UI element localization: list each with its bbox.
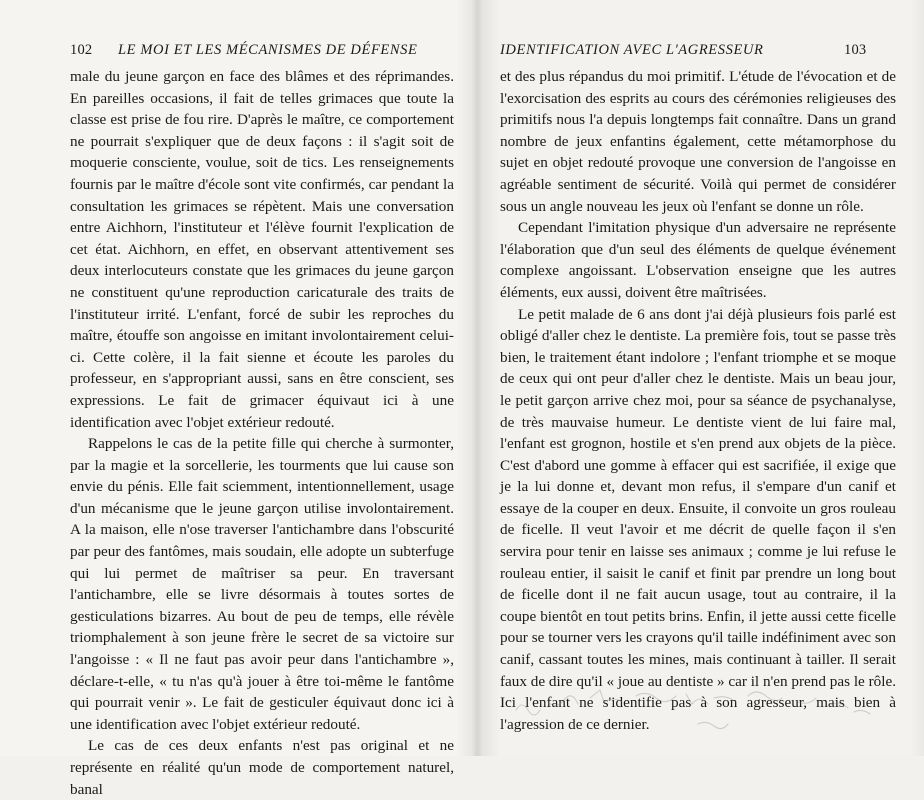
page-number-left: 102 (70, 42, 93, 58)
right-page (478, 0, 924, 756)
paragraph: male du jeune garçon en face des blâmes et des réprimandes. En pareilles occasions, il fait de telles grimaces que toute la classe est prise de fou rire. D'après le maître, ce comportement ne pourrait s'expliquer que de deux façons : il s'agit soit de moquerie consciente, voulue, soit de tics. Les renseignements fournis par le maître d'école sont vite confirmés, car pendant la consultation les grimaces se répètent. Mais une conversation entre Aichhorn, l'instituteur et l'élève fournit l'explication de cet état. Aichhorn, en effet, en observant attentivement ses deux interlocuteurs constate que les grimaces du jeune garçon ne constituent qu'une reproduction caricaturale des traits de l'instituteur irrité. L'enfant, forcé de subir les reproches du maître, étouffe son angoisse en imitant involontairement celui-ci. Cette colère, il la fait sienne et écoute les paroles du professeur, en s'appropriant aussi, sans en être conscient, ses expressions. Le fait de grimacer équivaut ici à une identification avec l'objet extérieur redouté. (70, 68, 454, 431)
paragraph: et des plus répandus du moi primitif. L'étude de l'évocation et de l'exorcisation des esprits au cours des cérémonies religieuses des primitifs nous l'a depuis longtemps fait connaître. Dans un grand nombre de jeux enfantins également, cette métamorphose du sujet en objet redouté provoque une conversion de l'angoisse en agréable sentiment de sécurité. Voilà qui permet de considérer sous un angle nouveau les jeux où l'enfant se donne un rôle. (500, 68, 896, 215)
paragraph: Le cas de ces deux enfants n'est pas original et ne représente en réalité qu'un mode de comportement naturel, banal (70, 737, 454, 798)
paragraph: Le petit malade de 6 ans dont j'ai déjà plusieurs fois parlé est obligé d'aller chez le dentiste. La première fois, tout se passe très bien, le traitement étant indolore ; l'enfant triomphe et se moque de ceux qui ont peur d'aller chez le dentiste. Mais un beau jour, le petit garçon arrive chez moi, pour sa séance de psychanalyse, de très mauvaise humeur. Le dentiste vient de lui faire mal, l'enfant est grognon, hostile et s'en prend aux objets de la pièce. C'est d'abord une gomme à effacer qui est sacrifiée, il exige que je la lui donne et, devant mon refus, il s'empare d'un canif et essaye de la couper en deux. Ensuite, il convoite un gros rouleau de ficelle. Il veut l'avoir et me décrit de quelle façon il s'en servira pour tenir en laisse ses animaux ; comme je lui refuse le rouleau entier, il saisit le canif et finit par prendre un long bout de ficelle dont il ne fait aucun usage, tout au contraire, il la coupe bientôt en tout petits brins. Enfin, il jette aussi cette ficelle pour se tourner vers les crayons qu'il taille indéfiniment avec son canif, cassant toutes les mines, mais continuant à tailler. Il serait faux de dire qu'il « joue au dentiste » car il n'en prend pas le rôle. Ici l'enfant ne s'identifie pas à son agresseur, mais bien à l'agression de ce dernier. (500, 305, 896, 733)
page-number-right: 103 (844, 42, 867, 58)
left-page-body (70, 66, 454, 800)
right-page-body (500, 66, 896, 735)
paragraph: Rappelons le cas de la petite fille qui cherche à surmonter, par la magie et la sorcellerie, les tourments que lui cause son envie du pénis. Elle fait sciemment, intentionnellement, usage d'un mécanisme que le jeune garçon utilise involontairement. A la maison, elle n'ose traverser l'antichambre dans l'obscurité par peur des fantômes, mais soudain, elle adopte un subterfuge qui lui permet de maîtriser sa peur. En traversant l'antichambre, elle se livre désormais à toutes sortes de gesticulations bizarres. Au bout de peu de temps, elle révèle triomphalement à son jeune frère le secret de sa victoire sur l'angoisse : « Il ne faut pas avoir peur dans l'antichambre », déclare-t-elle, « tu n'as qu'à jouer à être toi-même le fantôme qui pourrait venir ». Le fait de gesticuler équivaut donc ici à une identification avec l'objet extérieur redouté. (70, 435, 454, 733)
running-head-right: IDENTIFICATION AVEC L'AGRESSEUR (500, 42, 764, 58)
running-head-left: LE MOI ET LES MÉCANISMES DE DÉFENSE (118, 42, 418, 58)
page-edge-shadow (910, 0, 924, 756)
pencil-annotation-scribble (508, 676, 888, 736)
paragraph: Cependant l'imitation physique d'un adversaire ne représente l'élaboration que d'un seul des éléments de quelque événement complexe angoissant. L'observation enseigne que les autres éléments, eux aussi, doivent être maîtrisées. (500, 219, 896, 301)
